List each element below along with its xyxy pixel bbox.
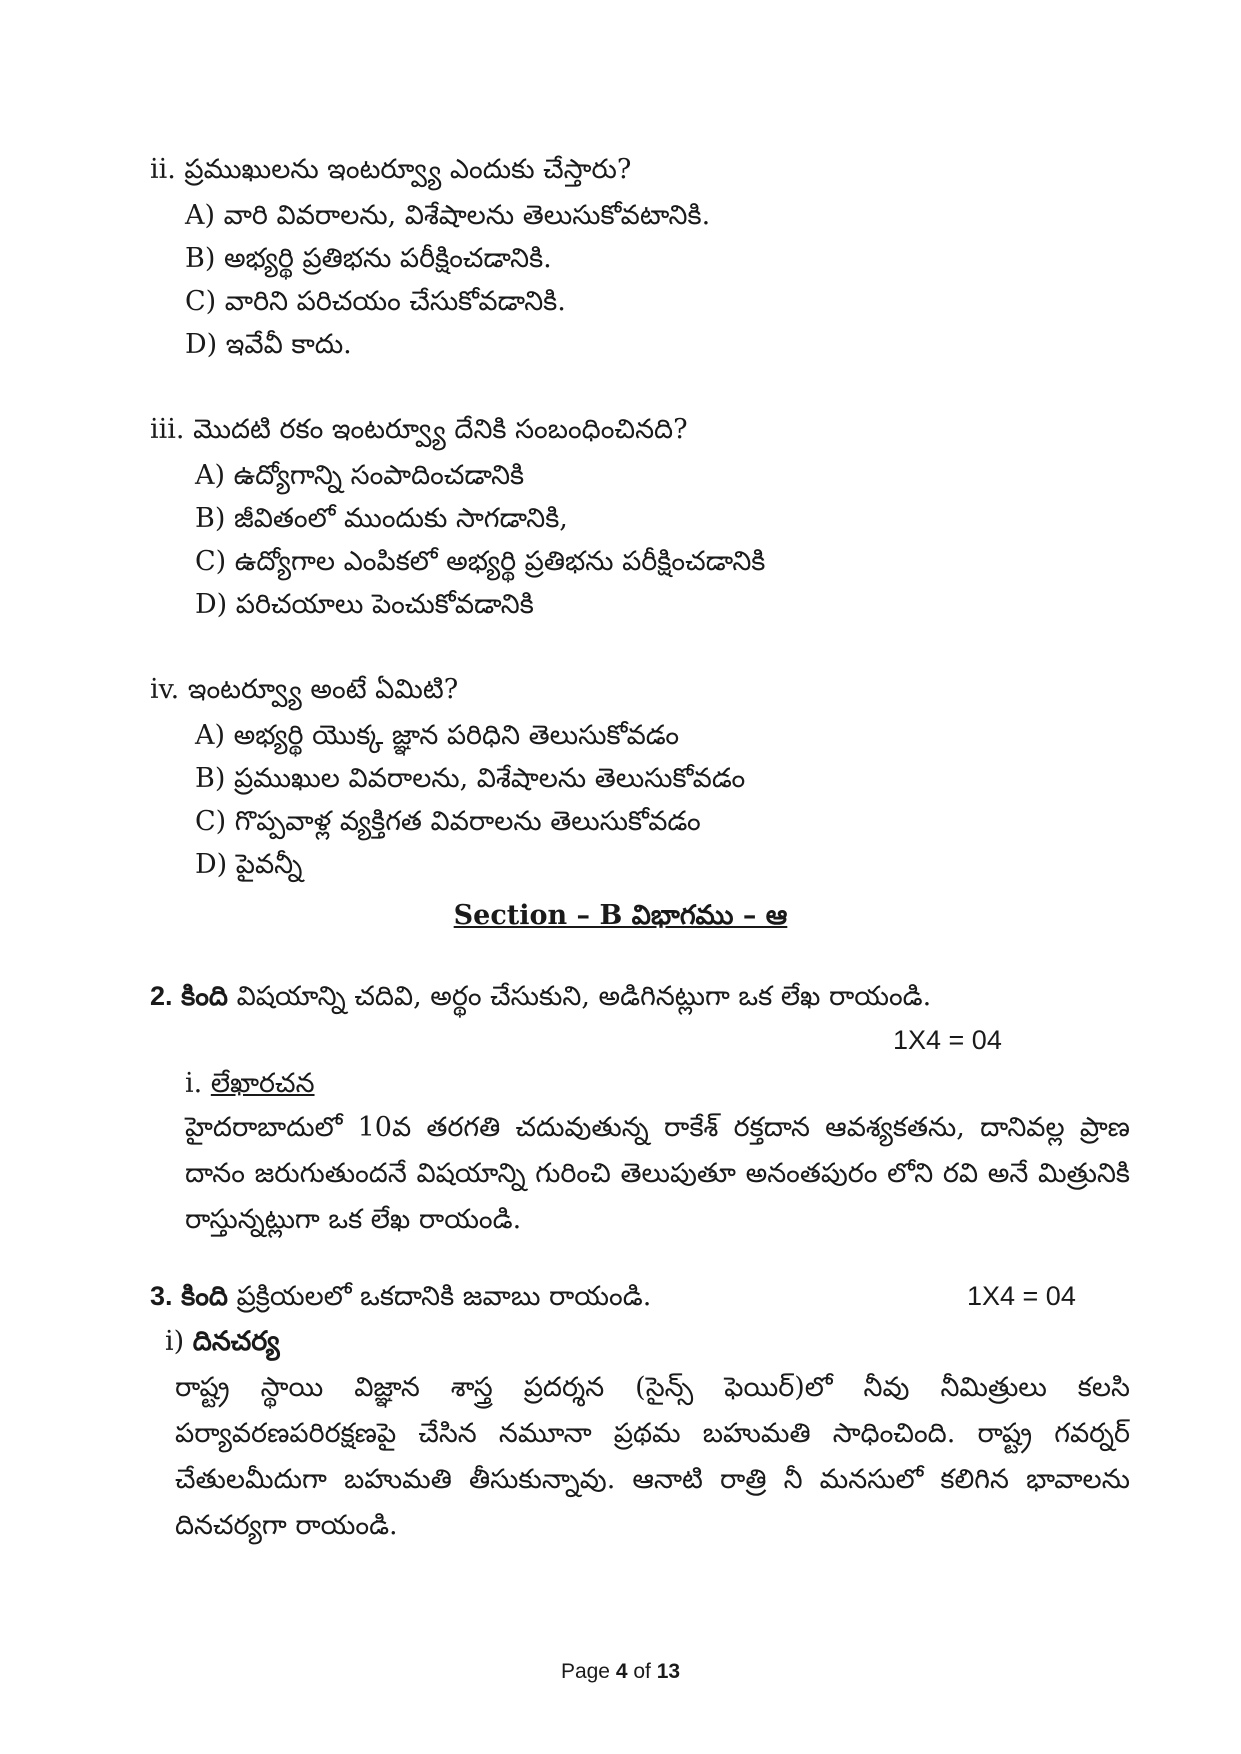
question-ii-option-b: B) అభ్యర్థి ప్రతిభను పరీక్షించడానికి.	[185, 243, 552, 274]
question-ii-option-d: D) ఇవేవీ కాదు.	[185, 329, 352, 360]
question-ii-stem: ii. ప్రముఖులను ఇంటర్వ్యూ ఎందుకు చేస్తారు?	[150, 154, 632, 185]
page-footer	[0, 1660, 1241, 1684]
question-3-paragraph: రాష్ట్ర స్థాయి విజ్ఞాన శాస్త్ర ప్రదర్శన (సైన్స్ ఫెయిర్)లో నీవు నీమిత్రులు కలసి పర్యావరణపరిరక్షణపై చేసిన నమూనా ప్రథమ బహుమతి సాధించింది. రాష్ట్ర గవర్నర్ చేతులమీదుగా బహుమతి తీసుకున్నావు. ఆనాటి రాత్రి నీ మనసులో కలిగిన భావాలను దినచర్యగా రాయండి.	[175, 1372, 1130, 1541]
footer-middle: of	[627, 1660, 657, 1683]
question-ii-option-a: A) వారి వివరాలను, విశేషాలను తెలుసుకోవటానికి.	[185, 200, 711, 231]
question-2-line	[150, 973, 931, 1020]
question-3-instruction: ప్రక్రియలలో ఒకదానికి జవాబు రాయండి.	[236, 1281, 652, 1312]
question-3-number: 3.	[150, 1281, 173, 1311]
footer-prefix: Page	[560, 1660, 616, 1683]
question-3-sub-label: i)	[165, 1326, 185, 1357]
question-2-bold-word: కింది	[181, 981, 228, 1012]
question-iv-option-a: A) అభ్యర్థి యొక్క జ్ఞాన పరిధిని తెలుసుకోవడం	[195, 720, 680, 751]
question-iii-option-d: D) పరిచయాలు పెంచుకోవడానికి	[195, 589, 534, 620]
question-ii-option-c: C) వారిని పరిచయం చేసుకోవడానికి.	[185, 286, 566, 317]
question-2-paragraph: హైదరాబాదులో 10వ తరగతి చదువుతున్న రాకేశ్ రక్తదాన ఆవశ్యకతను, దానివల్ల ప్రాణ దానం జరుగుతుందనే విషయాన్ని గురించి తెలుపుతూ అనంతపురం లోని రవి అనే మిత్రునికి రాస్తున్నట్లుగా ఒక లేఖ రాయండి.	[185, 1112, 1130, 1235]
section-b-heading: Section – B విభాగము – ఆ	[453, 900, 788, 931]
question-3-sub-title: దినచర్య	[192, 1326, 280, 1357]
question-iv-option-b: B) ప్రముఖుల వివరాలను, విశేషాలను తెలుసుకోవడం	[195, 763, 746, 794]
question-2-sub-label: i.	[185, 1068, 203, 1099]
question-3-line	[150, 1273, 651, 1320]
question-2-sub-title: లేఖారచన	[210, 1068, 315, 1099]
question-iv-stem: iv. ఇంటర్వ్యూ అంటే ఏమిటి?	[150, 674, 459, 705]
question-iii-stem: iii. మొదటి రకం ఇంటర్వ్యూ దేనికి సంబంధించినది?	[150, 414, 688, 445]
question-2-marks: 1X4 = 04	[893, 1025, 1002, 1055]
question-2-instruction: విషయాన్ని చదివి, అర్థం చేసుకుని, అడిగినట్లుగా ఒక లేఖ రాయండి.	[236, 981, 932, 1012]
question-iii-option-c: C) ఉద్యోగాల ఎంపికలో అభ్యర్థి ప్రతిభను పరీక్షించడానికి	[195, 546, 766, 577]
question-2-subheading	[185, 1061, 315, 1107]
question-2-number: 2.	[150, 981, 173, 1011]
question-iv-option-d: D) పైవన్నీ	[195, 849, 303, 880]
question-3-subheading	[165, 1319, 280, 1365]
footer-current-page: 4	[615, 1660, 628, 1683]
question-3-marks: 1X4 = 04	[967, 1281, 1076, 1311]
question-iv-option-c: C) గొప్పవాళ్ల వ్యక్తిగత వివరాలను తెలుసుకోవడం	[195, 806, 701, 837]
question-iii-option-a: A) ఉద్యోగాన్ని సంపాదించడానికి	[195, 460, 525, 491]
footer-total-pages: 13	[656, 1660, 681, 1683]
question-iii-option-b: B) జీవితంలో ముందుకు సాగడానికి,	[195, 503, 568, 534]
question-3-bold-word: కింది	[181, 1281, 228, 1312]
